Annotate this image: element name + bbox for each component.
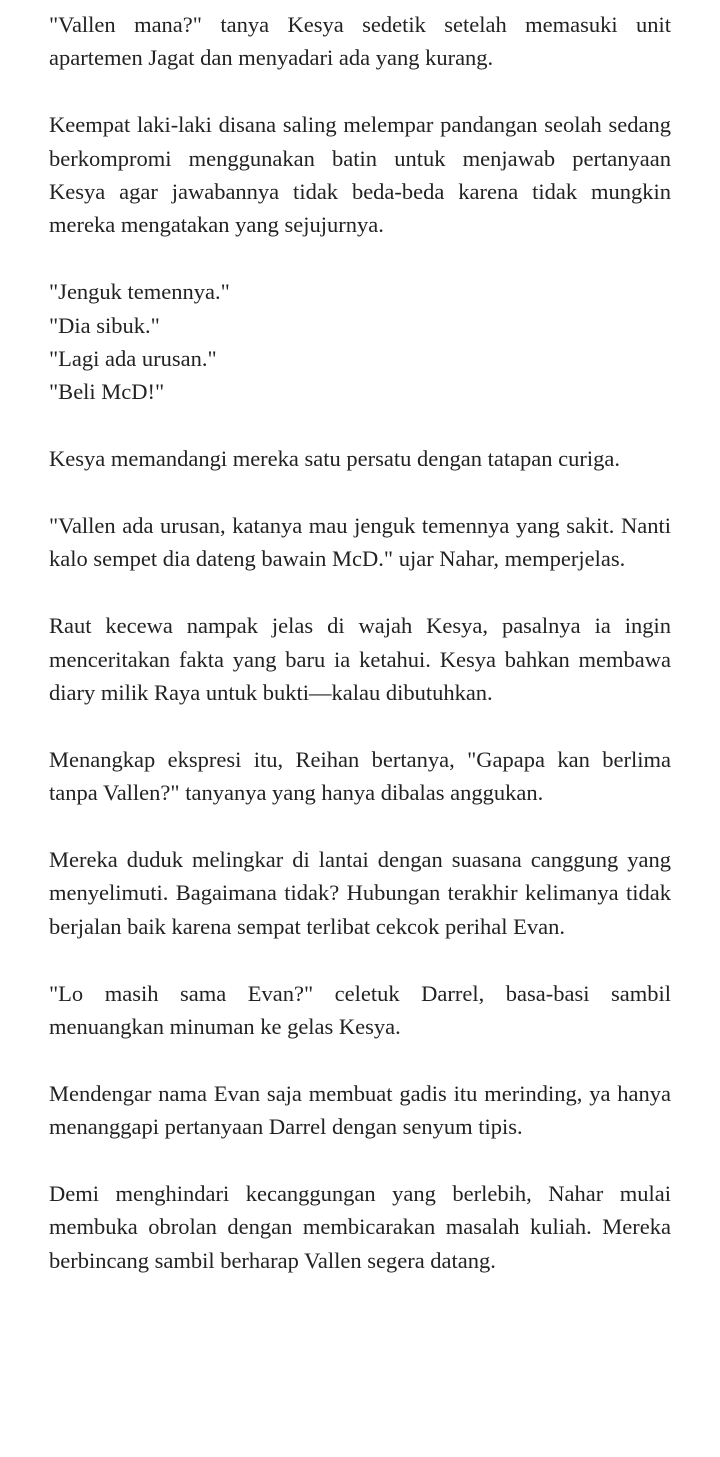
paragraph-1: "Vallen mana?" tanya Kesya sedetik setelah memasuki unit apartemen Jagat dan menyadari ada yang kurang. (49, 12, 671, 71)
paragraph-10: Demi menghindari kecanggungan yang berlebih, Nahar mulai membuka obrolan dengan membicarakan masalah kuliah. Mereka berbincang sambil berharap Vallen segera datang. (49, 1181, 671, 1273)
dialogue-line: "Lagi ada urusan." (49, 346, 217, 372)
dialogue-line: "Jenguk temennya." (49, 279, 230, 305)
paragraph-9: Mendengar nama Evan saja membuat gadis itu merinding, ya hanya menanggapi pertanyaan Darrel dengan senyum tipis. (49, 1080, 671, 1140)
paragraph-5: Raut kecewa nampak jelas di wajah Kesya, pasalnya ia ingin menceritakan fakta yang baru ia ketahui. Kesya bahkan membawa diary milik Raya untuk bukti—kalau dibutuhkan. (49, 613, 671, 706)
paragraph-8: "Lo masih sama Evan?" celetuk Darrel, basa-basi sambil menuangkan minuman ke gelas Kesya. (49, 980, 671, 1040)
dialogue-line: "Beli McD!" (49, 379, 165, 405)
story-text (49, 8, 671, 1311)
dialogue-line: "Dia sibuk." (49, 312, 160, 338)
paragraph-3: Kesya memandangi mereka satu persatu dengan tatapan curiga. (49, 446, 621, 472)
paragraph-2: Keempat laki-laki disana saling melempar pandangan seolah sedang berkompromi menggunakan batin untuk menjawab pertanyaan Kesya agar jawabannya tidak beda-beda karena tidak mungkin mereka mengatakan yang sejujurnya. (49, 112, 671, 238)
paragraph-7: Mereka duduk melingkar di lantai dengan suasana canggung yang menyelimuti. Bagaimana tidak? Hubungan terakhir kelimanya tidak berjalan baik karena sempat terlibat cekcok perihal Evan. (49, 847, 671, 939)
paragraph-4: "Vallen ada urusan, katanya mau jenguk temennya yang sakit. Nanti kalo sempet dia dateng bawain McD." ujar Nahar, memperjelas. (49, 513, 671, 572)
dialogue-block (49, 275, 671, 409)
paragraph-6: Menangkap ekspresi itu, Reihan bertanya, "Gapapa kan berlima tanpa Vallen?" tanyanya yang hanya dibalas anggukan. (49, 746, 671, 806)
